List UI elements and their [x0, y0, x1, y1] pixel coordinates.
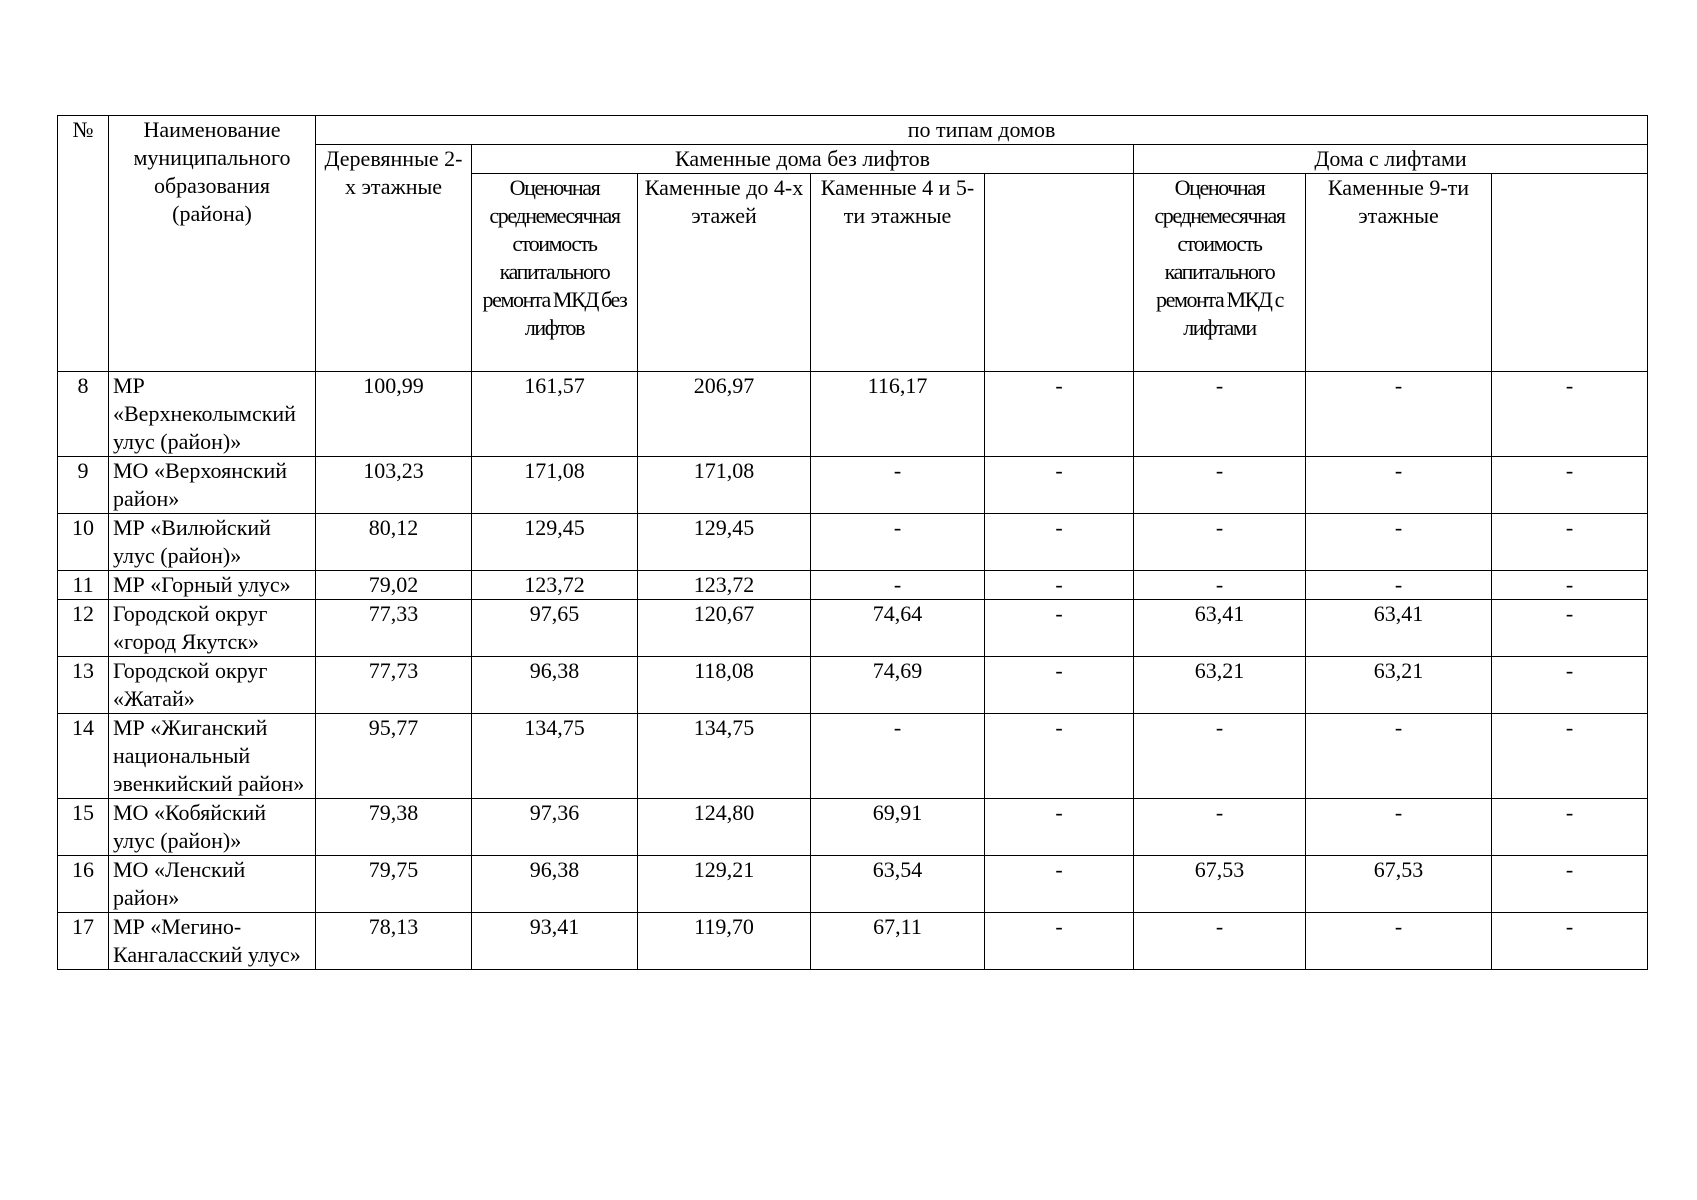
municipality-name: МР «Вилюйский улус (район)»	[109, 514, 316, 571]
municipality-name: Городской округ «Жатай»	[109, 657, 316, 714]
row-number: 9	[58, 457, 109, 514]
cell-estimated-with-lift: 67,53	[1134, 856, 1306, 913]
cell-blank-2: -	[1492, 372, 1648, 457]
cell-stone-4: 118,08	[638, 657, 811, 714]
cell-stone-4-5: 74,69	[811, 657, 985, 714]
cell-stone-9: -	[1306, 514, 1492, 571]
municipality-name: МО «Верхоянский район»	[109, 457, 316, 514]
cell-stone-9: -	[1306, 913, 1492, 970]
header-municipality-name: Наименование муниципального образования (района)	[109, 116, 316, 372]
cell-wooden: 78,13	[316, 913, 472, 970]
cell-estimated-no-lift: 97,65	[472, 600, 638, 657]
capital-repair-cost-table	[57, 115, 1648, 970]
row-number: 17	[58, 913, 109, 970]
header-stone-4-5-floors: Каменные 4 и 5-ти этажные	[811, 174, 985, 372]
row-number: 11	[58, 571, 109, 600]
cell-wooden: 100,99	[316, 372, 472, 457]
cell-stone-4: 129,21	[638, 856, 811, 913]
cell-estimated-no-lift: 96,38	[472, 856, 638, 913]
cell-blank-2: -	[1492, 856, 1648, 913]
cell-blank-1: -	[985, 657, 1134, 714]
header-estimated-cost-with-lift: Оценочная среднемесячная стоимость капитального ремонта МКД с лифтами	[1134, 174, 1306, 372]
cell-stone-9: -	[1306, 571, 1492, 600]
table-row	[58, 913, 1648, 970]
cell-stone-4-5: -	[811, 714, 985, 799]
row-number: 12	[58, 600, 109, 657]
municipality-name: МР «Жиганский национальный эвенкийский район»	[109, 714, 316, 799]
table-row	[58, 514, 1648, 571]
cell-wooden: 79,38	[316, 799, 472, 856]
cell-stone-4-5: -	[811, 457, 985, 514]
header-houses-with-lifts: Дома с лифтами	[1134, 145, 1648, 174]
municipality-name: МР «Верхнеколымский улус (район)»	[109, 372, 316, 457]
cell-wooden: 79,75	[316, 856, 472, 913]
cell-stone-4: 171,08	[638, 457, 811, 514]
cell-blank-1: -	[985, 856, 1134, 913]
header-wooden-2-floor: Деревянные 2-х этажные	[316, 145, 472, 372]
cell-estimated-no-lift: 93,41	[472, 913, 638, 970]
municipality-name: МР «Горный улус»	[109, 571, 316, 600]
table-row	[58, 714, 1648, 799]
municipality-name: МО «Ленский район»	[109, 856, 316, 913]
cell-estimated-with-lift: -	[1134, 571, 1306, 600]
cell-stone-9: -	[1306, 799, 1492, 856]
cell-blank-1: -	[985, 799, 1134, 856]
cell-stone-9: -	[1306, 372, 1492, 457]
cell-blank-2: -	[1492, 457, 1648, 514]
cell-blank-1: -	[985, 913, 1134, 970]
header-blank-1	[985, 174, 1134, 372]
table-row	[58, 856, 1648, 913]
cell-stone-9: 63,41	[1306, 600, 1492, 657]
row-number: 10	[58, 514, 109, 571]
header-stone-without-lifts: Каменные дома без лифтов	[472, 145, 1134, 174]
cell-stone-9: -	[1306, 457, 1492, 514]
header-no: №	[58, 116, 109, 372]
cell-blank-1: -	[985, 571, 1134, 600]
row-number: 14	[58, 714, 109, 799]
cell-wooden: 79,02	[316, 571, 472, 600]
cell-blank-2: -	[1492, 799, 1648, 856]
cell-blank-2: -	[1492, 514, 1648, 571]
cell-stone-4: 120,67	[638, 600, 811, 657]
cell-blank-1: -	[985, 514, 1134, 571]
header-by-house-type: по типам домов	[316, 116, 1648, 145]
cell-estimated-no-lift: 129,45	[472, 514, 638, 571]
table-row	[58, 799, 1648, 856]
header-estimated-cost-no-lift: Оценочная среднемесячная стоимость капитального ремонта МКД без лифтов	[472, 174, 638, 372]
cell-stone-4: 129,45	[638, 514, 811, 571]
cell-stone-4-5: 67,11	[811, 913, 985, 970]
cell-estimated-with-lift: -	[1134, 514, 1306, 571]
cell-stone-4-5: -	[811, 514, 985, 571]
cell-stone-4-5: 69,91	[811, 799, 985, 856]
cell-wooden: 80,12	[316, 514, 472, 571]
cell-stone-4: 206,97	[638, 372, 811, 457]
table-row	[58, 372, 1648, 457]
cell-stone-4-5: 74,64	[811, 600, 985, 657]
cell-estimated-no-lift: 161,57	[472, 372, 638, 457]
table-row	[58, 571, 1648, 600]
cell-blank-2: -	[1492, 571, 1648, 600]
header-stone-9-floors: Каменные 9-ти этажные	[1306, 174, 1492, 372]
cell-blank-2: -	[1492, 913, 1648, 970]
cell-estimated-with-lift: -	[1134, 913, 1306, 970]
cell-estimated-with-lift: 63,41	[1134, 600, 1306, 657]
cell-blank-1: -	[985, 600, 1134, 657]
cell-estimated-with-lift: -	[1134, 457, 1306, 514]
cell-stone-4-5: 116,17	[811, 372, 985, 457]
cell-estimated-no-lift: 134,75	[472, 714, 638, 799]
row-number: 15	[58, 799, 109, 856]
cell-blank-2: -	[1492, 714, 1648, 799]
cell-estimated-with-lift: -	[1134, 714, 1306, 799]
cell-stone-4: 123,72	[638, 571, 811, 600]
cell-estimated-no-lift: 97,36	[472, 799, 638, 856]
cell-stone-9: 63,21	[1306, 657, 1492, 714]
municipality-name: Городской округ «город Якутск»	[109, 600, 316, 657]
cell-stone-4-5: -	[811, 571, 985, 600]
cell-stone-4-5: 63,54	[811, 856, 985, 913]
row-number: 8	[58, 372, 109, 457]
cell-wooden: 77,73	[316, 657, 472, 714]
municipality-name: МО «Кобяйский улус (район)»	[109, 799, 316, 856]
cell-blank-1: -	[985, 372, 1134, 457]
header-blank-2	[1492, 174, 1648, 372]
cell-estimated-no-lift: 123,72	[472, 571, 638, 600]
cell-estimated-with-lift: -	[1134, 799, 1306, 856]
cell-estimated-with-lift: 63,21	[1134, 657, 1306, 714]
cell-stone-4: 119,70	[638, 913, 811, 970]
table-row	[58, 457, 1648, 514]
cell-stone-4: 134,75	[638, 714, 811, 799]
cell-estimated-with-lift: -	[1134, 372, 1306, 457]
cell-stone-4: 124,80	[638, 799, 811, 856]
row-number: 13	[58, 657, 109, 714]
table-row	[58, 657, 1648, 714]
cell-wooden: 77,33	[316, 600, 472, 657]
cell-wooden: 103,23	[316, 457, 472, 514]
municipality-name: МР «Мегино-Кангаласский улус»	[109, 913, 316, 970]
row-number: 16	[58, 856, 109, 913]
header-stone-up-to-4-floors: Каменные до 4-х этажей	[638, 174, 811, 372]
cell-blank-1: -	[985, 714, 1134, 799]
cell-stone-9: 67,53	[1306, 856, 1492, 913]
cell-blank-1: -	[985, 457, 1134, 514]
cell-estimated-no-lift: 171,08	[472, 457, 638, 514]
cell-estimated-no-lift: 96,38	[472, 657, 638, 714]
table-row	[58, 600, 1648, 657]
cell-blank-2: -	[1492, 600, 1648, 657]
cell-wooden: 95,77	[316, 714, 472, 799]
cell-blank-2: -	[1492, 657, 1648, 714]
cell-stone-9: -	[1306, 714, 1492, 799]
